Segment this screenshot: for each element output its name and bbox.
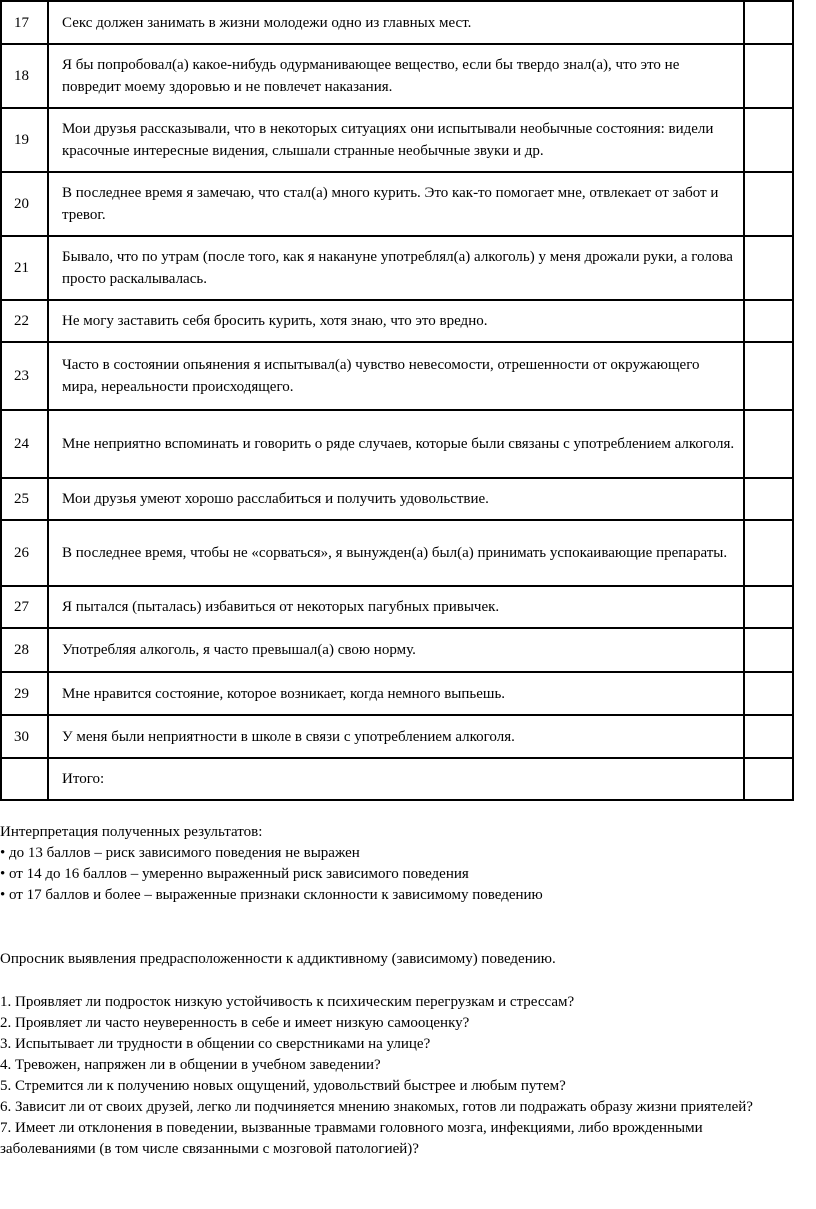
question-text: Мои друзья умеют хорошо расслабиться и получить удовольствие. <box>48 478 744 520</box>
score-cell[interactable] <box>744 108 793 172</box>
table-row <box>1 44 793 108</box>
interpretation-item: • от 14 до 16 баллов – умеренно выраженный риск зависимого поведения <box>0 866 469 882</box>
table-row <box>1 672 793 715</box>
score-cell[interactable] <box>744 410 793 478</box>
question-text: В последнее время, чтобы не «сорваться», я вынужден(а) был(а) принимать успокаивающие препараты. <box>48 520 744 586</box>
table-row <box>1 520 793 586</box>
question-text: Я пытался (пыталась) избавиться от некоторых пагубных привычек. <box>48 586 744 628</box>
question-text: У меня были неприятности в школе в связи с употреблением алкоголя. <box>48 715 744 758</box>
score-cell[interactable] <box>744 236 793 300</box>
question-text: Употребляя алкоголь, я часто превышал(а) свою норму. <box>48 628 744 672</box>
row-number: 18 <box>1 44 48 108</box>
score-cell[interactable] <box>744 520 793 586</box>
interpretation-item: • от 17 баллов и более – выраженные признаки склонности к зависимому поведению <box>0 887 543 903</box>
table-row <box>1 300 793 342</box>
table-row <box>1 236 793 300</box>
questionnaire-title: Опросник выявления предрасположенности к аддиктивному (зависимому) поведению. <box>0 951 556 967</box>
row-number: 28 <box>1 628 48 672</box>
score-cell[interactable] <box>744 342 793 410</box>
score-cell[interactable] <box>744 586 793 628</box>
table-row <box>1 1 793 44</box>
question-text: Мне нравится состояние, которое возникает, когда немного выпьешь. <box>48 672 744 715</box>
interpretation-heading: Интерпретация полученных результатов: <box>0 824 263 840</box>
table-row <box>1 172 793 236</box>
score-cell[interactable] <box>744 478 793 520</box>
questionnaire-item: 3. Испытывает ли трудности в общении со сверстниками на улице? <box>0 1036 431 1052</box>
total-score-cell[interactable] <box>744 758 793 800</box>
score-cell[interactable] <box>744 628 793 672</box>
questionnaire-item: 2. Проявляет ли часто неуверенность в себе и имеет низкую самооценку? <box>0 1015 470 1031</box>
row-number: 20 <box>1 172 48 236</box>
row-number: 22 <box>1 300 48 342</box>
table-row <box>1 715 793 758</box>
row-number: 30 <box>1 715 48 758</box>
score-cell[interactable] <box>744 44 793 108</box>
row-number: 25 <box>1 478 48 520</box>
question-text: Секс должен занимать в жизни молодежи одно из главных мест. <box>48 1 744 44</box>
row-number: 21 <box>1 236 48 300</box>
questionnaire-item: 5. Стремится ли к получению новых ощущений, удовольствий быстрее и любым путем? <box>0 1078 566 1094</box>
row-number: 17 <box>1 1 48 44</box>
score-cell[interactable] <box>744 1 793 44</box>
question-text: Не могу заставить себя бросить курить, хотя знаю, что это вредно. <box>48 300 744 342</box>
table-row <box>1 478 793 520</box>
row-number: 26 <box>1 520 48 586</box>
score-cell[interactable] <box>744 172 793 236</box>
questionnaire-item: 6. Зависит ли от своих друзей, легко ли подчиняется мнению знакомых, готов ли подражать образу жизни приятелей? <box>0 1099 753 1115</box>
table-row <box>1 586 793 628</box>
questionnaire-item: 4. Тревожен, напряжен ли в общении в учебном заведении? <box>0 1057 381 1073</box>
total-row <box>1 758 793 800</box>
question-text: Часто в состоянии опьянения я испытывал(а) чувство невесомости, отрешенности от окружающего мира, нереальности происходящего. <box>48 342 744 410</box>
table-row <box>1 628 793 672</box>
total-label: Итого: <box>48 758 744 800</box>
question-text: Мне неприятно вспоминать и говорить о ряде случаев, которые были связаны с употреблением алкоголя. <box>48 410 744 478</box>
table-row <box>1 410 793 478</box>
questionnaire-item: 7. Имеет ли отклонения в поведении, вызванные травмами головного мозга, инфекциями, либо врожденными заболеваниями (в том числе связанными с мозговой патологией)? <box>0 1120 703 1157</box>
row-number: 19 <box>1 108 48 172</box>
score-cell[interactable] <box>744 300 793 342</box>
question-text: Бывало, что по утрам (после того, как я накануне употреблял(а) алкоголь) у меня дрожали руки, а голова просто раскалывалась. <box>48 236 744 300</box>
score-cell[interactable] <box>744 715 793 758</box>
question-text: В последнее время я замечаю, что стал(а) много курить. Это как-то помогает мне, отвлекает от забот и тревог. <box>48 172 744 236</box>
table-row <box>1 108 793 172</box>
questionnaire-item: 1. Проявляет ли подросток низкую устойчивость к психическим перегрузкам и стрессам? <box>0 994 575 1010</box>
row-number: 29 <box>1 672 48 715</box>
question-text: Мои друзья рассказывали, что в некоторых ситуациях они испытывали необычные состояния: видели красочные интересные видения, слышали странные необычные звуки и др. <box>48 108 744 172</box>
row-number-empty <box>1 758 48 800</box>
question-text: Я бы попробовал(а) какое-нибудь одурманивающее вещество, если бы твердо знал(а), что это не повредит моему здоровью и не повлечет наказания. <box>48 44 744 108</box>
row-number: 24 <box>1 410 48 478</box>
row-number: 27 <box>1 586 48 628</box>
below-table-text <box>0 822 800 1160</box>
score-cell[interactable] <box>744 672 793 715</box>
interpretation-item: • до 13 баллов – риск зависимого поведения не выражен <box>0 845 360 861</box>
table-row <box>1 342 793 410</box>
row-number: 23 <box>1 342 48 410</box>
